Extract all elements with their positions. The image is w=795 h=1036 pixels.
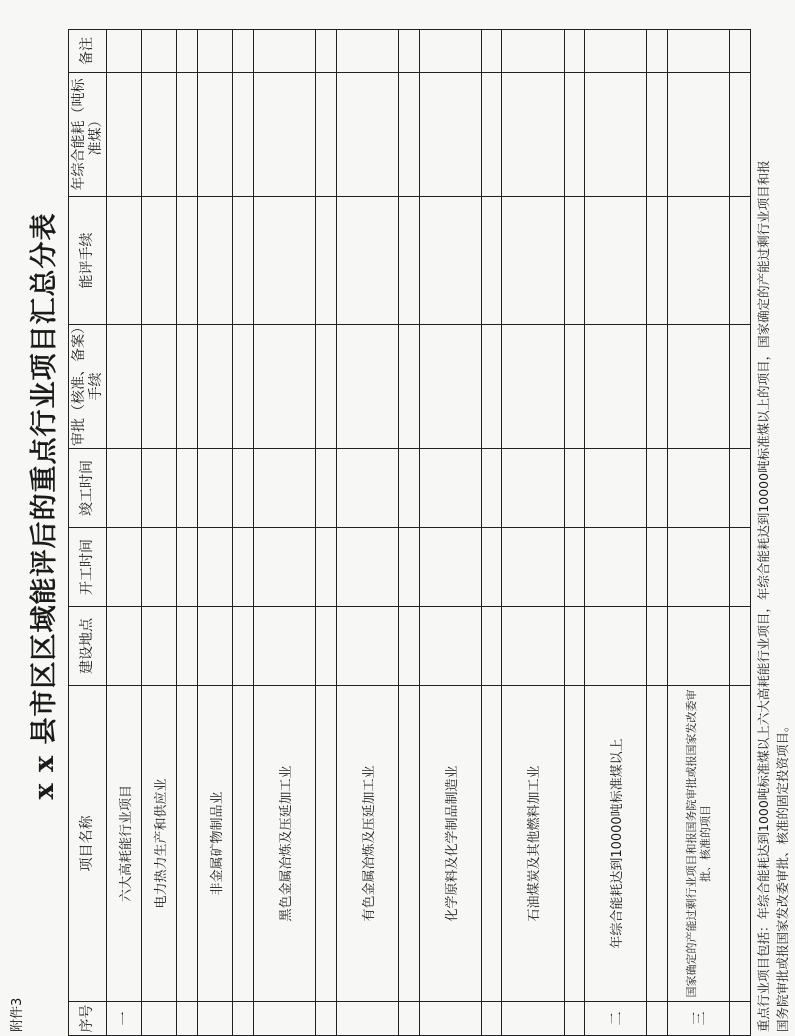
cell-location xyxy=(564,607,585,686)
cell-location xyxy=(177,607,198,686)
table-row xyxy=(668,30,730,1036)
cell-remarks xyxy=(253,30,315,73)
cell-energy-consumption xyxy=(107,73,142,197)
cell-remarks xyxy=(730,30,751,73)
cell-approval xyxy=(730,325,751,449)
cell-completion-time xyxy=(336,449,398,528)
cell-seq: 二 xyxy=(585,1002,647,1036)
cell-project-name: 石油煤炭及其他燃料加工业 xyxy=(502,686,564,1002)
cell-remarks xyxy=(647,30,668,73)
cell-seq xyxy=(198,1002,233,1036)
cell-start-time xyxy=(668,528,730,607)
cell-completion-time xyxy=(316,449,337,528)
header-remarks: 备注 xyxy=(69,30,107,73)
cell-project-name: 国家确定的产能过剩行业项目和报国务院审批或报国家发改委审批、核准的项目 xyxy=(668,686,730,1002)
cell-start-time xyxy=(647,528,668,607)
cell-approval xyxy=(198,325,233,449)
cell-energy-consumption xyxy=(419,73,481,197)
cell-completion-time xyxy=(398,449,419,528)
cell-energy-review xyxy=(336,197,398,325)
cell-seq xyxy=(481,1002,502,1036)
cell-location xyxy=(502,607,564,686)
cell-start-time xyxy=(398,528,419,607)
cell-approval xyxy=(336,325,398,449)
cell-remarks xyxy=(419,30,481,73)
header-completion-time: 竣工时间 xyxy=(69,449,107,528)
cell-project-name: 化学原料及化学制品制造业 xyxy=(419,686,481,1002)
page-title: x x 县市区区域能评后的重点行业项目汇总分表 xyxy=(29,212,60,800)
cell-remarks xyxy=(336,30,398,73)
cell-energy-consumption xyxy=(142,73,177,197)
cell-energy-consumption xyxy=(730,73,751,197)
cell-location xyxy=(730,607,751,686)
cell-approval xyxy=(668,325,730,449)
header-project-name: 项目名称 xyxy=(69,686,107,1002)
cell-energy-consumption xyxy=(198,73,233,197)
cell-project-name: 六大高耗能行业项目 xyxy=(107,686,142,1002)
header-row xyxy=(69,30,107,1036)
cell-seq xyxy=(730,1002,751,1036)
table-row xyxy=(198,30,233,1036)
cell-project-name: 年综合能耗达到10000吨标准煤以上 xyxy=(585,686,647,1002)
cell-energy-consumption xyxy=(398,73,419,197)
table-row xyxy=(647,30,668,1036)
cell-completion-time xyxy=(585,449,647,528)
cell-energy-review xyxy=(142,197,177,325)
attachment-label: 附件3 xyxy=(10,997,25,1032)
cell-seq xyxy=(253,1002,315,1036)
cell-start-time xyxy=(502,528,564,607)
cell-remarks xyxy=(198,30,233,73)
cell-energy-review xyxy=(107,197,142,325)
summary-table xyxy=(68,29,751,1036)
cell-location xyxy=(198,607,233,686)
cell-seq xyxy=(233,1002,254,1036)
cell-seq xyxy=(142,1002,177,1036)
footnote-line-1: 重点行业项目包括：年综合能耗达到1000吨标准煤以上六大高耗能行业项目，年综合能耗达到10000吨标准煤以上的项目，国家确定的产能过剩行业项目和报 xyxy=(756,160,771,1032)
cell-location xyxy=(316,607,337,686)
cell-project-name xyxy=(730,686,751,1002)
cell-energy-review xyxy=(398,197,419,325)
cell-energy-review xyxy=(730,197,751,325)
cell-seq xyxy=(316,1002,337,1036)
cell-start-time xyxy=(481,528,502,607)
table-row xyxy=(419,30,481,1036)
cell-completion-time xyxy=(177,449,198,528)
cell-remarks xyxy=(177,30,198,73)
cell-project-name xyxy=(177,686,198,1002)
cell-energy-consumption xyxy=(336,73,398,197)
cell-energy-consumption xyxy=(481,73,502,197)
table-row xyxy=(233,30,254,1036)
cell-approval xyxy=(398,325,419,449)
cell-location xyxy=(142,607,177,686)
cell-location xyxy=(107,607,142,686)
cell-remarks xyxy=(585,30,647,73)
cell-project-name: 黑色金属冶炼及压延加工业 xyxy=(253,686,315,1002)
cell-project-name xyxy=(398,686,419,1002)
cell-approval xyxy=(142,325,177,449)
table-row xyxy=(730,30,751,1036)
table-row xyxy=(316,30,337,1036)
cell-remarks xyxy=(316,30,337,73)
cell-completion-time xyxy=(233,449,254,528)
cell-remarks xyxy=(502,30,564,73)
cell-energy-review xyxy=(316,197,337,325)
header-approval: 审批（核准、备案）手续 xyxy=(69,325,107,449)
cell-approval xyxy=(564,325,585,449)
header-energy-consumption: 年综合能耗（吨标准煤） xyxy=(69,73,107,197)
cell-energy-consumption xyxy=(647,73,668,197)
cell-energy-review xyxy=(668,197,730,325)
cell-seq xyxy=(419,1002,481,1036)
cell-completion-time xyxy=(564,449,585,528)
cell-remarks xyxy=(668,30,730,73)
header-seq: 序号 xyxy=(69,1002,107,1036)
cell-seq: 一 xyxy=(107,1002,142,1036)
cell-approval xyxy=(253,325,315,449)
cell-completion-time xyxy=(198,449,233,528)
cell-energy-consumption xyxy=(585,73,647,197)
cell-location xyxy=(253,607,315,686)
cell-remarks xyxy=(564,30,585,73)
cell-energy-review xyxy=(177,197,198,325)
cell-project-name: 有色金属冶炼及压延加工业 xyxy=(336,686,398,1002)
cell-start-time xyxy=(233,528,254,607)
cell-project-name xyxy=(481,686,502,1002)
table-row xyxy=(502,30,564,1036)
cell-location xyxy=(481,607,502,686)
cell-completion-time xyxy=(730,449,751,528)
footnote xyxy=(754,22,792,1032)
cell-energy-consumption xyxy=(316,73,337,197)
cell-remarks xyxy=(142,30,177,73)
cell-project-name xyxy=(316,686,337,1002)
cell-start-time xyxy=(107,528,142,607)
cell-completion-time xyxy=(481,449,502,528)
table-row xyxy=(481,30,502,1036)
cell-seq xyxy=(398,1002,419,1036)
header-start-time: 开工时间 xyxy=(69,528,107,607)
cell-project-name: 电力热力生产和供应业 xyxy=(142,686,177,1002)
cell-start-time xyxy=(585,528,647,607)
footnote-line-2: 国务院审批或报国家发改委审批、核准的固定投资项目。 xyxy=(775,719,790,1032)
cell-project-name: 非金属矿物制品业 xyxy=(198,686,233,1002)
cell-completion-time xyxy=(502,449,564,528)
cell-project-name xyxy=(647,686,668,1002)
cell-approval xyxy=(481,325,502,449)
cell-start-time xyxy=(730,528,751,607)
cell-approval xyxy=(419,325,481,449)
cell-start-time xyxy=(316,528,337,607)
cell-completion-time xyxy=(419,449,481,528)
cell-energy-consumption xyxy=(668,73,730,197)
cell-start-time xyxy=(564,528,585,607)
cell-completion-time xyxy=(142,449,177,528)
table-row xyxy=(107,30,142,1036)
cell-start-time xyxy=(177,528,198,607)
cell-energy-review xyxy=(198,197,233,325)
cell-energy-consumption xyxy=(564,73,585,197)
cell-energy-consumption xyxy=(233,73,254,197)
cell-start-time xyxy=(336,528,398,607)
cell-seq xyxy=(177,1002,198,1036)
cell-seq xyxy=(502,1002,564,1036)
cell-energy-consumption xyxy=(253,73,315,197)
cell-project-name xyxy=(564,686,585,1002)
cell-completion-time xyxy=(107,449,142,528)
cell-approval xyxy=(502,325,564,449)
cell-remarks xyxy=(233,30,254,73)
cell-location xyxy=(668,607,730,686)
cell-seq xyxy=(336,1002,398,1036)
cell-energy-review xyxy=(564,197,585,325)
cell-completion-time xyxy=(647,449,668,528)
cell-start-time xyxy=(198,528,233,607)
cell-remarks xyxy=(398,30,419,73)
cell-energy-review xyxy=(253,197,315,325)
cell-project-name xyxy=(233,686,254,1002)
table-row xyxy=(564,30,585,1036)
header-energy-review: 能评手续 xyxy=(69,197,107,325)
cell-energy-review xyxy=(481,197,502,325)
cell-location xyxy=(233,607,254,686)
cell-remarks xyxy=(481,30,502,73)
cell-approval xyxy=(585,325,647,449)
cell-seq xyxy=(564,1002,585,1036)
cell-start-time xyxy=(419,528,481,607)
table-row xyxy=(398,30,419,1036)
cell-start-time xyxy=(142,528,177,607)
cell-completion-time xyxy=(668,449,730,528)
cell-seq: 三 xyxy=(668,1002,730,1036)
cell-location xyxy=(398,607,419,686)
cell-energy-review xyxy=(419,197,481,325)
table-row xyxy=(177,30,198,1036)
cell-energy-consumption xyxy=(177,73,198,197)
cell-seq xyxy=(647,1002,668,1036)
cell-completion-time xyxy=(253,449,315,528)
cell-energy-review xyxy=(233,197,254,325)
cell-location xyxy=(585,607,647,686)
cell-location xyxy=(336,607,398,686)
cell-approval xyxy=(233,325,254,449)
table-row xyxy=(253,30,315,1036)
table-row xyxy=(336,30,398,1036)
cell-approval xyxy=(107,325,142,449)
table-row xyxy=(142,30,177,1036)
cell-start-time xyxy=(253,528,315,607)
cell-remarks xyxy=(107,30,142,73)
cell-approval xyxy=(177,325,198,449)
cell-energy-review xyxy=(585,197,647,325)
header-location: 建设地点 xyxy=(69,607,107,686)
table-body xyxy=(107,30,751,1036)
cell-location xyxy=(647,607,668,686)
table-row xyxy=(585,30,647,1036)
cell-energy-review xyxy=(502,197,564,325)
cell-energy-consumption xyxy=(502,73,564,197)
cell-location xyxy=(419,607,481,686)
cell-approval xyxy=(647,325,668,449)
cell-energy-review xyxy=(647,197,668,325)
cell-approval xyxy=(316,325,337,449)
